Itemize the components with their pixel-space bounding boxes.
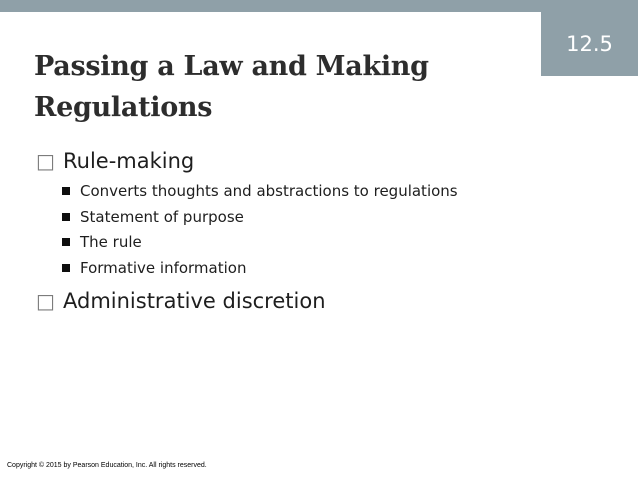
filled-square-icon (62, 213, 70, 221)
sub-bullet-converts-thoughts (62, 180, 458, 202)
sub-bullet-formative-information (62, 257, 246, 279)
hollow-square-icon: □ (36, 149, 55, 173)
hollow-square-icon: □ (36, 289, 55, 313)
copyright-notice: Copyright © 2015 by Pearson Education, Inc. All rights reserved. (7, 462, 207, 469)
sub-bullet-statement-of-purpose (62, 206, 244, 228)
bullet-rule-making (36, 147, 194, 175)
slide-title-line-1: Passing a Law and Making (34, 51, 429, 82)
section-number-tab (541, 12, 638, 76)
filled-square-icon (62, 187, 70, 195)
sub-bullet-the-rule (62, 231, 142, 253)
slide-title-line-2: Regulations (34, 92, 213, 123)
filled-square-icon (62, 264, 70, 272)
bullet-label: Rule-making (63, 149, 195, 173)
sub-bullet-label: The rule (80, 233, 142, 251)
sub-bullet-label: Converts thoughts and abstractions to regulations (80, 182, 458, 200)
bullet-administrative-discretion (36, 287, 326, 315)
sub-bullet-label: Statement of purpose (80, 208, 244, 226)
bullet-label: Administrative discretion (63, 289, 326, 313)
filled-square-icon (62, 238, 70, 246)
sub-bullet-label: Formative information (80, 259, 247, 277)
slide-title (34, 46, 534, 128)
section-number: 12.5 (566, 32, 613, 56)
top-accent-bar (0, 0, 638, 12)
